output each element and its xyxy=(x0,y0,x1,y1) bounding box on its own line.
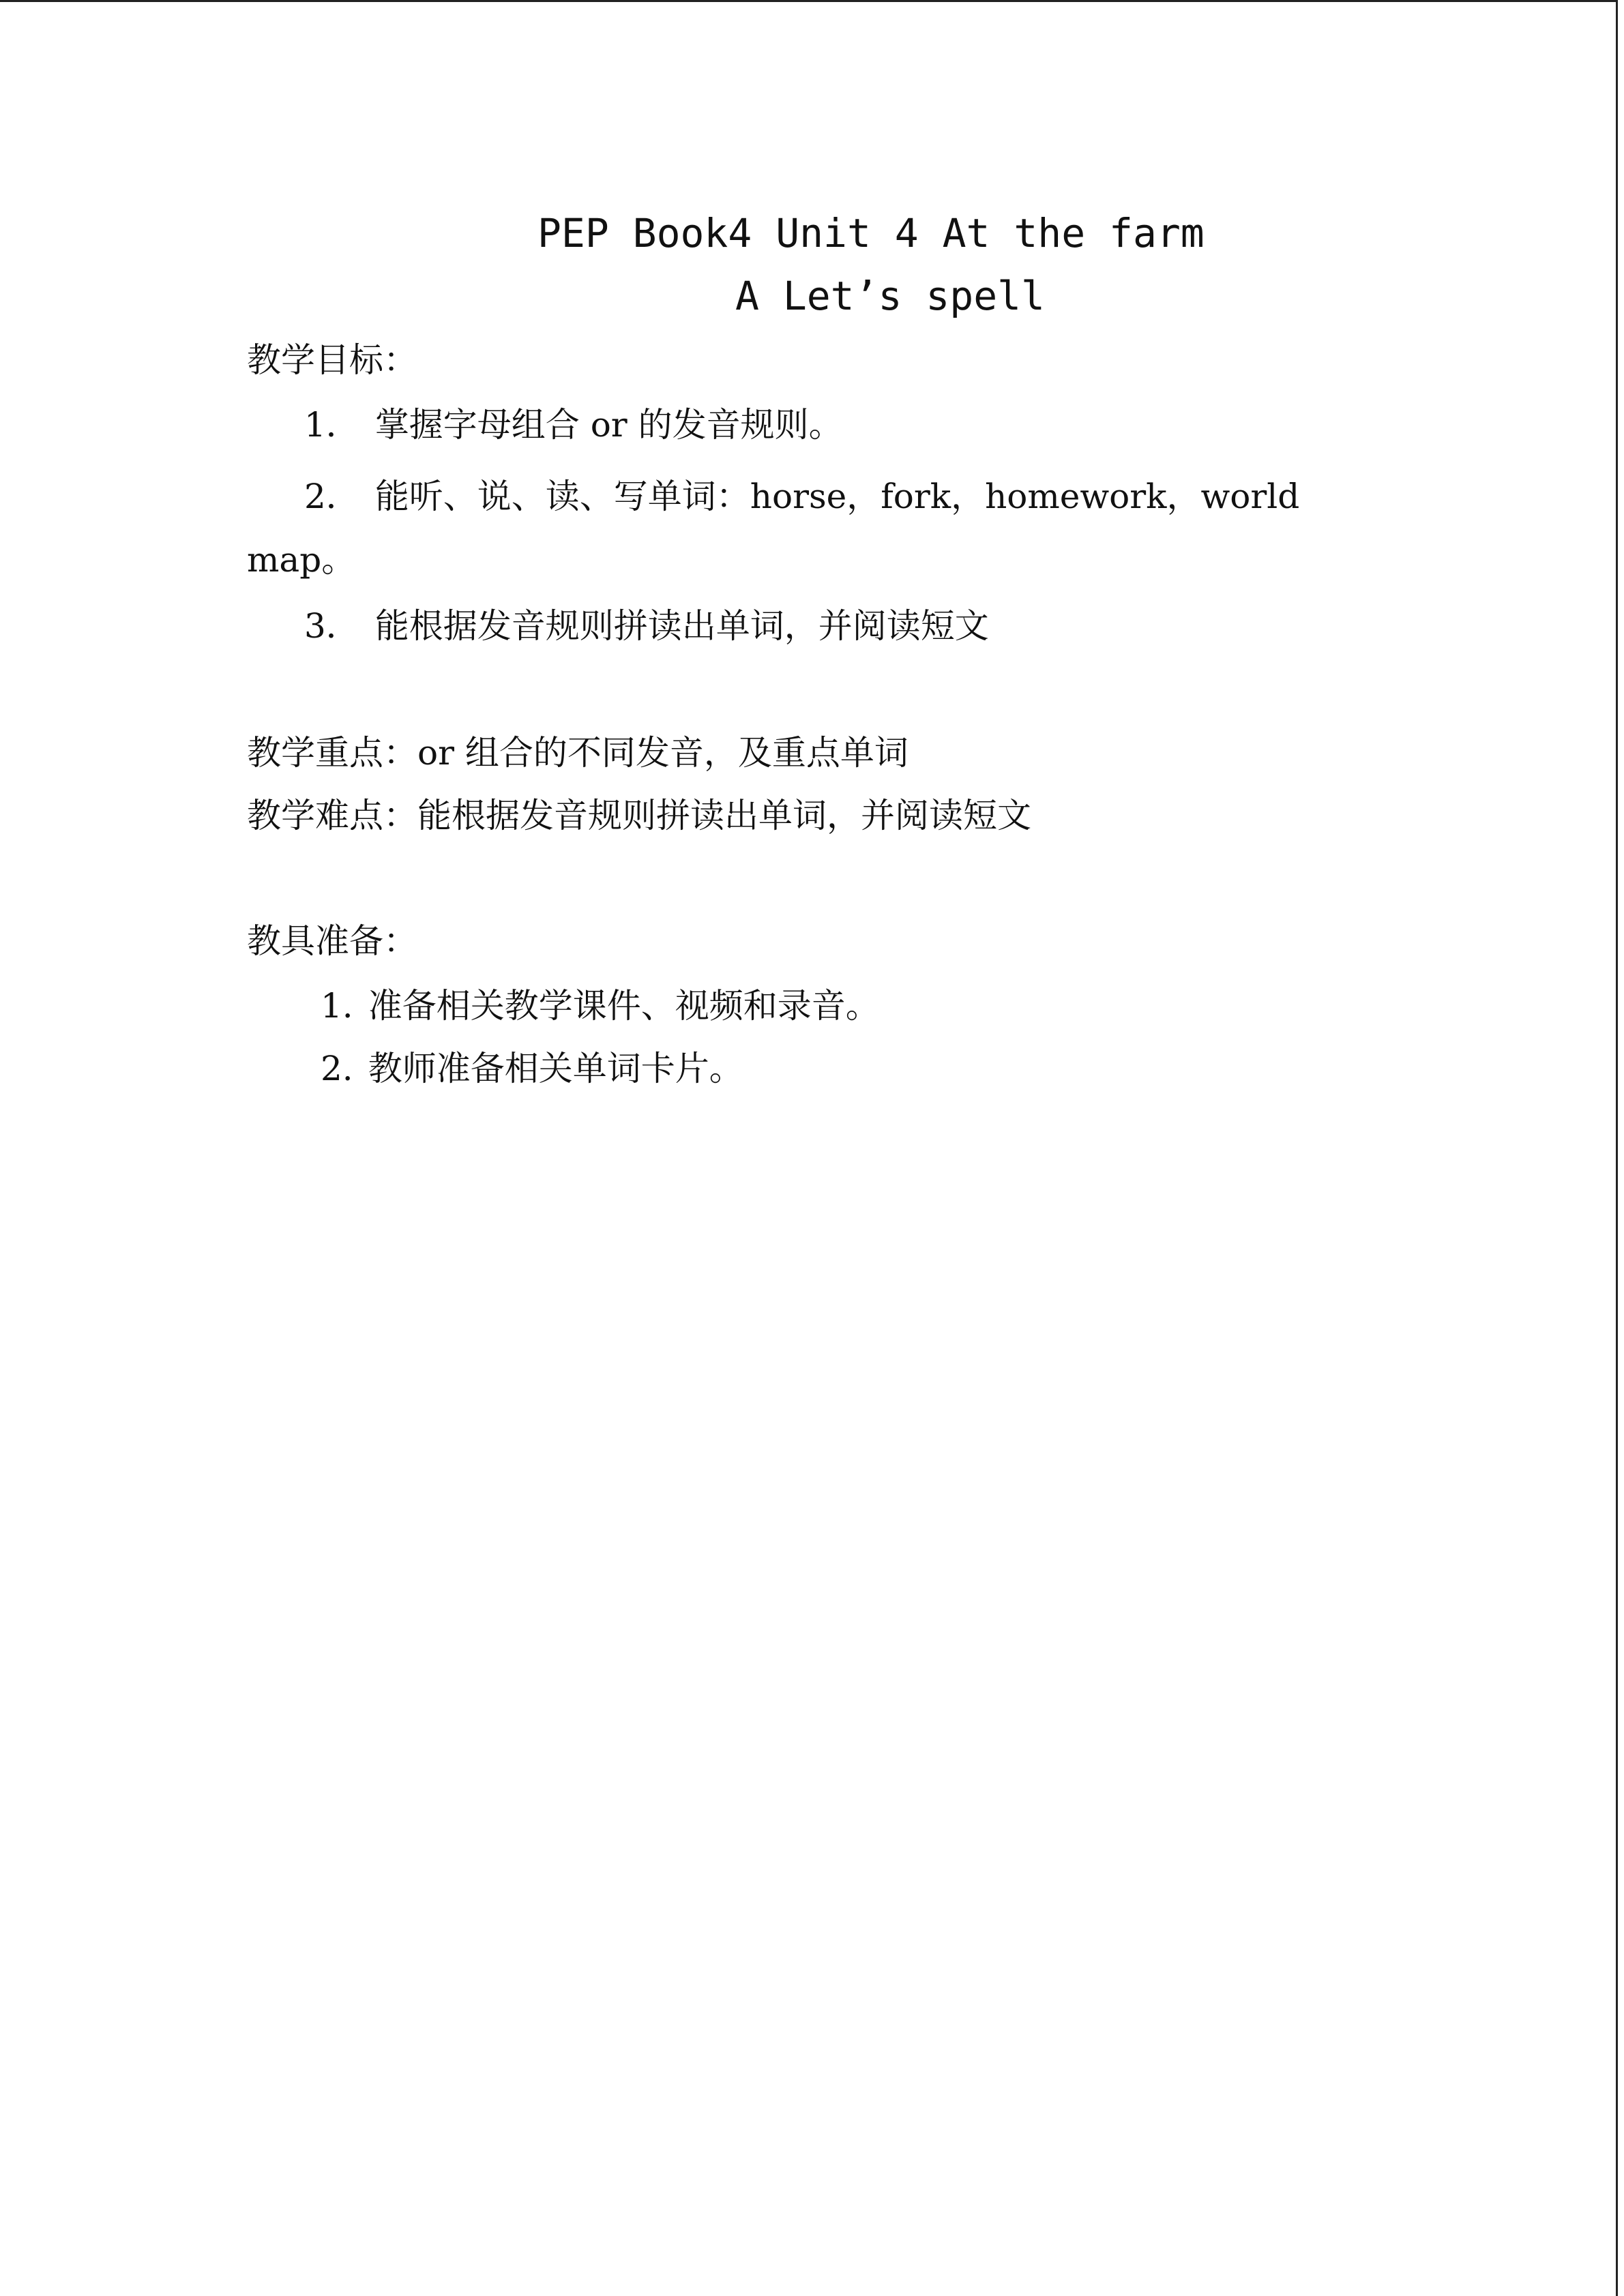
document-title: PEP Book4 Unit 4 At the farm xyxy=(537,210,1205,256)
objectives-heading: 教学目标： xyxy=(247,340,417,380)
preparation-text: 教师准备相关单词卡片。 xyxy=(368,1049,743,1088)
preparation-number: 2. xyxy=(321,1049,353,1088)
preparation-item-2 xyxy=(321,1049,743,1088)
difficulties: 教学难点：能根据发音规则拼读出单词，并阅读短文 xyxy=(247,796,1031,835)
key-points: 教学重点：or 组合的不同发音，及重点单词 xyxy=(247,733,909,773)
preparation-number: 1. xyxy=(321,986,353,1026)
objective-text: 能听、说、读、写单词：horse，fork，homework，world xyxy=(374,477,1300,516)
objective-item-3 xyxy=(304,606,989,646)
objective-number: 1． xyxy=(304,405,360,445)
objective-item-2 xyxy=(304,477,1300,516)
document-subtitle: A Let’s spell xyxy=(735,273,1045,319)
preparation-item-1 xyxy=(321,986,880,1026)
objective-number: 2． xyxy=(304,477,360,516)
objective-number: 3． xyxy=(304,606,360,646)
objective-text: 掌握字母组合 or 的发音规则。 xyxy=(374,405,843,445)
objective-item-2-continuation: map。 xyxy=(247,540,356,580)
preparation-text: 准备相关教学课件、视频和录音。 xyxy=(368,986,880,1026)
objective-text: 能根据发音规则拼读出单词，并阅读短文 xyxy=(374,606,989,646)
objective-item-1 xyxy=(304,405,843,445)
preparation-heading: 教具准备： xyxy=(247,921,417,961)
